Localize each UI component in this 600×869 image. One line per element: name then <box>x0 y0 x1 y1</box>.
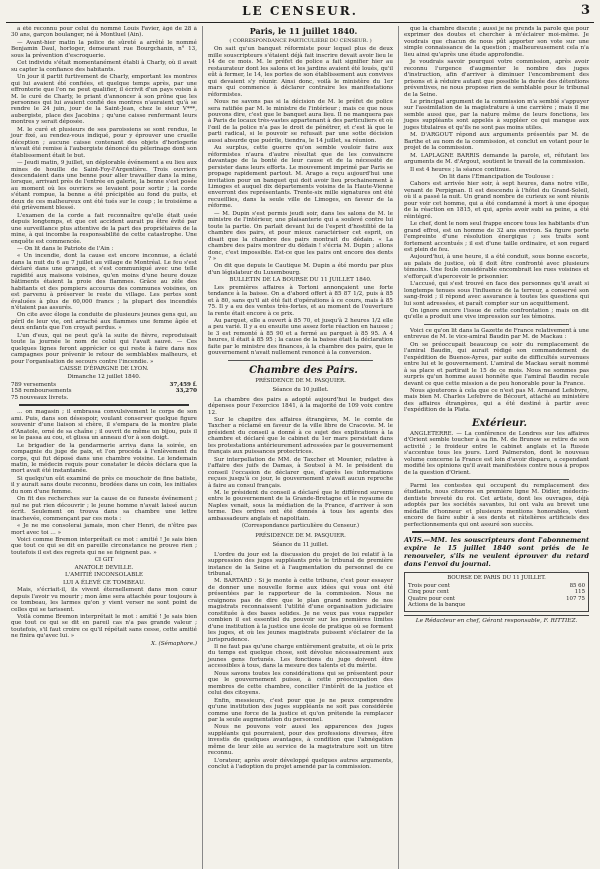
article-paragraph: L'orateur, après avoir développé quelques autres arguments, conclut à l'adoption du projet amendé par la commission. <box>208 757 393 771</box>
article-paragraph: M. D'ARGOUT répond aux arguments présentés par M. de Barthe et au nom de la commission, et conclut en votant pour le projet de la commission. <box>404 132 589 152</box>
article-paragraph: Nous savons toutes les considérations qui se présentent pour que le gouvernement puisse, à cette préoccupation des membres de cette chambre, concilier l'intérêt de la justice et celui des citoyens. <box>208 670 393 697</box>
article-paragraph: On dit que depuis le Cautique M. Dupin a été mordu par plus d'un législateur du Luxembourg. <box>208 263 393 276</box>
article-paragraph: Je voudrais savoir pourquoi votre commission, après avoir reconnu l'urgence d'augmenter le nombre des juges d'instruction, afin d'arriver à diminuer l'encombrement des prisons et à réduire autant que possible la durée des détentions préventives, ne nous propose rien de semblable pour le tribunal de la Seine. <box>404 59 589 98</box>
article-paragraph: ANGLETERRE. — La conférence de Londres sur les affaires d'Orient semble toucher à sa fin. M. de Brunow se retire de son activité ; le froideur entre le cabinet anglais et la Russie s'accentue tous les jours. Lord Palmerston, dont le nouveau volume concerne la France est loin d'avoir disparu, a cependant modifié les opinions qu'il avait manifestées contre nous à propos de la question d'Orient. <box>404 430 589 476</box>
article-paragraph: a été reconnu pour celui du nommé Louis Favier, âgé de 28 à 30 ans, garçon boulanger, né à Montluel (Ain). <box>11 26 197 39</box>
divider <box>424 479 569 480</box>
article-paragraph: — On lit dans le Patriote de l'Ain : <box>17 245 114 252</box>
feuilleton-paragraph: On fit des recherches sur la cause de ce funeste événement ; nul ne put rien découvrir ; le jeune homme n'avait laissé aucun écrit. Seulement on trouva dans sa chambre une lettre inachevée, commençant par ces mots : <box>11 496 197 522</box>
bourse-title: BOURSE DE PARIS DU 11 JUILLET. <box>447 575 546 582</box>
column-3 <box>398 26 594 869</box>
article-paragraph: L'un d'eux, qui ne peut qu'à la suite de fièvre, reproduisait toute la journée le nom de celui qui l'avait sauvé. — Ces quelques lignes feront apprécier ce qui reste à faire dans nos campagnes pour prévenir le retour de semblables malheurs, et pour l'organisation de secours contre l'incendie. » <box>11 332 197 365</box>
column-2 <box>202 26 398 869</box>
signature: X. (Sémaphore.) <box>151 640 197 647</box>
bourse-row: Actions de la banque <box>408 602 466 609</box>
article-paragraph: Au parquet, elle a ouvert à 85 70, et jusqu'à 2 heures 1/2 elle a peu varié. Il y a eu ensuite une assez forte réaction en hausse ; le 3 est remonté à 85 90 et a fermé au parquet à 85 95. A 4 heures, il était à 85 95 ; la cause de la baisse était la déclaration faite par le ministre des finances, à la chambre des pairs, que le gouvernement n'avait nullement renoncé à la conversion. <box>208 318 393 357</box>
article-paragraph: Il est 4 heures ; la séance continue. <box>410 166 511 173</box>
epitaph-line: LUI A ÉLEVÉ CE TOMBEAU. <box>62 579 146 586</box>
columns <box>6 26 594 869</box>
editor-signature: Le Rédacteur en chef, Gérant responsable, F. RITTIEZ. <box>404 615 589 624</box>
article-paragraph: M. le président du conseil a déclaré que le différend survenu entre le gouvernement de la Grande-Bretagne et le royaume de Naples venait, sous la médiation de la France, d'arriver à son terme. Des ordres ont été donnés à tous les agents des ambassadeurs anglais et napolitain. <box>208 490 393 522</box>
article-paragraph: Enfin, messieurs, c'est pour que je ne peux comprendre qu'une institution des juges suppléants ne soit pas considérée comme une force de la justice et qu'on prétende la remplacer par la seule augmentation du personnel. <box>208 697 393 723</box>
caisse-date: Dimanche 12 juillet 1840. <box>67 373 141 380</box>
bourse-table <box>404 572 589 611</box>
epitaph-line: L'AMITIÉ INCONSOLABLE <box>65 572 143 579</box>
session-date: Séance du 11 juillet. <box>272 542 329 549</box>
article-paragraph: Nous ajouterons à cela que ce n'est pas M. Armand Lefebvre, mais bien M. Charles Lefebvre de Bécourt, attaché au ministère des affaires étrangères, qui a été destiné à partir avec l'expédition de la Plata. <box>404 388 589 414</box>
feuilleton-paragraph: Le brigadier de la gendarmerie arriva dans la soirée, en compagnie du juge de paix, et l'on procéda à l'enlèvement du corps, qui fut déposé dans une chambre voisine. Le lendemain matin, le médecin requis pour constater le décès déclara que la mort avait été instantanée. <box>11 442 197 475</box>
stats-row: 158 remboursements 33,270 <box>11 388 197 395</box>
article-paragraph: Nous ne savons pas si la décision de M. le préfet de police sera ratifiée par M. le ministre de l'intérieur ; mais ce que nous pouvons dire, c'est que le banquet aura lieu. Il ne manquera pas à Paris de locaux très-vastes appartenant à des particuliers et où l'œil de la police n'a pas le droit de pénétrer, et c'est là que le parti radical, si le pouvoir se refusait par une sotte décision aussi absurde que puérile, tiendra, le 14 juillet, sa réunion. <box>208 99 393 144</box>
feuilleton-paragraph: « Je ne me consolerai jamais, mon cher Henri, de n'être pas mort avec toi … » <box>11 523 197 536</box>
news-paragraph: Cahors est arrivée hier soir, à sept heures, dans notre ville, venant de Perpignan. Il est descendu à l'hôtel du Grand-Soleil, où il a passé la nuit. Un grand nombre de curieux se sont réunis pour voir cet homme, qui a été condamné à mort à une époque de la réaction en 1815, et qui, après avoir subi sa peine, a été réintégré. <box>404 181 589 220</box>
article-paragraph: M. le curé et plusieurs de ses paroissiens se sont rendus, le jour fixé, au rendez-vous indiqué, pour y éprouver une cruelle déception ; aucune caisse contenant des objets d'horlogerie n'avait été remise à l'aubergiste dénoncé du pèlerinage dont son établissement était le but. <box>11 126 197 159</box>
article-paragraph: — Avant-hier matin la police de sûreté a arrêté le nommé Benjamin Daul, horloger, demeurant rue Bourgchanin, n° 13, sous la prévention d'escroquerie. <box>11 39 197 59</box>
presidency-line: PRÉSIDENCE DE M. PASQUIER. <box>255 377 346 384</box>
article-paragraph: Parmi les contestes qui occupent du remplacement des étudiants, nous citerons en première ligne M. Didier, médecin-dentiste breveté du roi. Cet artiste, dont les ouvrages, déjà adoptés par les sociétés savantes, lui ont valu au brevet une médaille d'honneur et plusieurs mentions honorables, vient encore de faire subir à ses dents et râtelières artificiels des perfectionnements qui ont assuré son succès. <box>404 483 589 528</box>
article-paragraph: Un jour il partit furtivement de Charly, emportant les montres qui lui avaient été confiées, et quelque temps après, par une effronterie que l'on ne peut qualifier, il écrivit d'un pays voisin à M. le curé de Charly, le priant d'annoncer à son prône que les personnes qui lui avaient confié des montres n'auraient qu'à se rendre le 24 juin, jour de la Saint-Jean, chez le sieur V***, aubergiste, place des Jacobins ; qu'une caisse renfermant leurs montres y serait déposée. <box>11 74 197 126</box>
divider <box>19 404 189 406</box>
article-paragraph: M. LAPLAGNE BARRIS demande la parole, et, réfutant les arguments de M. d'Argout, soutient le travail de la commission. <box>404 152 589 166</box>
bourse-row: Trois pour cent 85 60 <box>408 582 585 589</box>
article-paragraph: — M. Dupin s'est permis jeudi soir, dans les salons de M. le ministre de l'intérieur, une plaisanterie qui a soulevé contre lui toute la partie. On parlait devant lui de l'esprit d'hostilité de la chambre des pairs, et pour mieux caractériser cet esprit, on disait que la chambre des pairs montrait du dédain. « La chambre des pairs montrer du dédain ! s'écria M. Dupin ; allons donc, c'est impossible. Est-ce que les pairs ont encore des dents ? » <box>208 210 393 262</box>
news-heading: On lit dans l'Emancipation de Toulouse : <box>439 173 554 180</box>
epitaph-line: CI GIT <box>94 557 114 564</box>
news-paragraph: Le chef, dont le nom seul frappe encore tous les habitants d'un grand effroi, est un homme de 32 ans environ. Sa figure porte l'empreinte d'une résolution énergique ; ses traits sont fortement accentués ; il est d'une taille ordinaire, et son regard est plein de feu. <box>404 221 589 253</box>
feuilleton-paragraph: Voilà comme Bremon interprétait le mot : amitié ! Je sais bien que tout ce qui se dit en pareil cas n'a pas grande valeur ; toutefois, s'il faut croire ce qu'il répétait sans cesse, cette amitié ne finira qu'avec lui. » <box>11 613 197 640</box>
news-paragraph: Aujourd'hui, à une heure, il a été conduit, sous bonne escorte, au palais de justice, où il doit être confronté avec plusieurs témoins. Une foule considérable encombrait les rues voisines et s'efforçait d'apercevoir le prisonnier. <box>404 254 589 280</box>
stats-row: 75 nouveaux livrets. <box>11 394 69 401</box>
article-paragraph: La chambre des pairs a adopté aujourd'hui le budget des dépenses pour l'exercice 1841, à la majorité de 109 voix contre 12. <box>208 396 393 416</box>
news-paragraph: On ignore encore l'issue de cette confrontation ; mais on dit qu'elle a produit une vive impression sur les témoins. <box>404 308 589 321</box>
article-paragraph: que la chambre discute ; aussi je ne prends la parole que pour exprimer des doutes et chercher à m'éclairer moi-même. Je voudrais que chacun de nous pût apporter son vote sur une simple connaissance de la question ; malheureusement cela n'a lieu ainsi qu'après une étude approfondie. <box>404 26 589 58</box>
article-paragraph: Il ne faut pas qu'une charge entièrement gratuite, et où le prix du temps est quelque chose, soit dévolue nécessairement aux jeunes gens fortunés. Les fonctions du juge doivent être accessibles à tous, dans la mesure des talents et du mérite. <box>208 643 393 670</box>
divider <box>228 360 373 361</box>
correspondence-note: ( CORRESPONDANCE PARTICULIÈRE DU CENSEUR. ) <box>229 38 372 44</box>
newspaper-title: LE CENSEUR. <box>242 4 358 18</box>
section-title-paris: Paris, le 11 juillet 1840. <box>249 26 358 36</box>
bourse-row: Quatre pour cent 107 75 <box>408 595 585 602</box>
feuilleton-paragraph: Si quelqu'un eût examiné de près ce mouchoir de fine batiste, il y aurait sans doute reconnu, brodées dans un coin, les initiales du nom d'une femme. <box>11 475 197 495</box>
page-number: 3 <box>580 3 590 18</box>
masthead <box>6 0 594 23</box>
article-paragraph: — Jeudi matin, 9 juillet, un déplorable événement a eu lieu aux mines de houille de Saint-Foy-l'Argentière. Trois ouvriers descendaient dans une benne pour aller travailler dans la mine, lorsque, arrivant près de l'entrée en galerie, la benne s'est posée au moment où les ouvriers se levaient pour sortir ; la corde s'étant rompue, la benne a été précipitée au fond du puits, et deux de ces malheureux ont été tués sur le coup ; le troisième a été grièvement blessé. <box>11 160 197 212</box>
newspaper-page <box>6 0 594 869</box>
article-paragraph: Sur interpellation de MM. de Taxcher et Mounier, relative à l'affaire des juifs de Damas, à Soutsol à M. le président du conseil l'occasion de déclarer que, d'après les informations reçues jusqu'à ce jour, le gouvernement n'avait aucun reproche à faire au consul français. <box>208 456 393 489</box>
article-paragraph: Le principal argument de la commission m'a semblé s'appuyer sur l'assimilation de la magistrature à une carrière ; mais il me semble aussi que, par la nature même de leurs fonctions, les juges suppléants sont appelés à suppléer ce qui manque aux juges titulaires et qu'ils ne sont pas moins utiles. <box>404 98 589 131</box>
divider <box>424 324 569 325</box>
section-title-pairs: Chambre des Pairs. <box>249 364 358 376</box>
presidency-line: PRÉSIDENCE DE M. PASQUIER. <box>255 532 346 539</box>
bourse-bulletin-title: BULLETIN DE LA BOURSE DU 11 JUILLET 1840. <box>229 277 372 284</box>
subscriber-notice: AVIS.—MM. les souscripteurs dont l'abonnement expire le 15 juillet 1840 sont priés de le renouveler, s'ils ne veulent éprouver du retard dans l'envoi du journal. <box>404 536 589 568</box>
feuilleton-paragraph: Voici comme Bremon interprétait ce mot : amitié ! Je sais bien que tout ce qui se dit en pareille circonstance ne prouve rien ; toutefois il est des regrets qui ne se feignent pas. » <box>11 536 197 556</box>
article-paragraph: L'ordre du jour est la discussion du projet de loi relatif à la suppression des juges suppléants près le tribunal de première instance de la Seine et à l'augmentation du personnel de ce tribunal. <box>208 551 393 577</box>
bourse-row: Cinq pour cent 115 <box>408 589 585 596</box>
stats-row: 789 versements 37,459 f. <box>11 382 197 389</box>
feuilleton-paragraph: … on magasin ; il embrassa convulsivement le corps de son ami. Puis, dans son désespoir, voulant conserver quelque figure souvenir d'une liaison si chère, il s'empara de la montre plate d'Anatole, orné de sa chaîne ; il ouvrit de même un bijou, puis il se le passa au cou, et glissa un anneau d'or à son doigt. <box>11 409 197 442</box>
feuilleton-paragraph: Mais, s'écriait-il, ils vivent éternellement dans mon cœur depuis l'avoir vu mourir ; mon âme sera attachée pour toujours à ce tombeau, les larmes qu'on y vient verser ne sont point de celles qui se tarissent. <box>11 587 197 613</box>
article-paragraph: L'examen de la corde a fait reconnaître qu'elle était usée depuis longtemps, et que cet accident aurait pu être évité par une surveillance plus attentive de la part des propriétaires de la mine, à qui incombe la responsabilité de cette catastrophe. Une enquête est commencée. <box>11 212 197 245</box>
news-paragraph: L'accusé, qui s'est trouvé en face des personnes qu'il avait si longtemps tenues sous l'influence de la terreur, a conservé son sang-froid ; il répond avec assurance à toutes les questions qui lui sont adressées, et paraît compter sur un acquittement. <box>404 281 589 307</box>
correspondence-note: (Correspondance particulière du Censeur.) <box>241 523 360 530</box>
column-1 <box>6 26 202 869</box>
caisse-stats <box>11 382 197 401</box>
article-paragraph: On se préoccupait beaucoup ce soir du remplacement de l'amiral Baudin, qui aurait rédigé son commandement de l'expédition de Buenos-Ayres, par suite de difficultés survenues entre lui et le gouvernement. L'amiral de Mackau serait nommé à sa place et partirait le 15 de ce mois. Nous ne sommes pas surpris qu'un homme aussi honnête que l'amiral Baudin recule devant ce que cette mission a de peu honorable pour la France. <box>404 341 589 387</box>
session-date: Séance du 10 juillet. <box>272 387 329 394</box>
article-paragraph: Voici ce qu'on lit dans la Gazette de France relativement à une entrevue de M. le vice-amiral Baudin par M. de Mackau : <box>404 327 589 341</box>
article-paragraph: On sait qu'un banquet réformiste pour lequel plus de deux mille souscripteurs s'étaient déjà fait inscrire devait avoir lieu le 14 de ce mois. M. le préfet de police a fait signifier hier au restaurateur dont les salons et les jardins avaient été loués, qu'il eût à fermer, le 14, les portes de son établissement aux convives qui devaient s'y réunir. Ainsi donc, voilà le ministère du 1er mars qui commence à déclarer contraire les manifestations réformistes. <box>208 46 393 98</box>
article-paragraph: M. BARTARD : Si je monte à cette tribune, c'est pour essayer de donner une nouvelle forme aux idées qui vous ont été présentées par le rapporteur de la commission. Nous ne craignons pas de dire que le plan grand nombre de nos magistrats reconnaissent l'utilité d'une organisation judiciaire constituée à des bases solides. Je ne veux pas vous rappeler combien il est essentiel du pouvoir sur les premières limites d'une institution à la justice une école de pratique où se forment les juges, et où les jeunes magistrats puissent s'éclairer de la jurisprudence. <box>208 578 393 643</box>
article-paragraph: Nous ne pouvons voir aussi les apparences des juges suppléants qui pourraient, pour des professions diverses, être investis de quelques avantages, à condition que l'abnégation même de leur zèle au service de la magistrature soit un titre reconnu. <box>208 724 393 757</box>
article-paragraph: Sur le chapitre des affaires étrangères, M. le comte de Taxcher a réclamé en faveur de la ville libre de Cracovie. M. le président du conseil a donné à ce sujet des explications à la chambre et déclaré que le cabinet du 1er mars persistait dans les protestations antérieurement adressées par le gouvernement français aux puissances protectrices. <box>208 417 393 456</box>
caisse-title: CAISSE D'ÉPARGNE DE LYON. <box>59 366 149 373</box>
article-paragraph: On cite avec éloge la conduite de plusieurs jeunes gens qui, au péril de leur vie, ont arraché aux flammes une femme âgée et deux enfants que l'on croyait perdus. » <box>11 312 197 332</box>
section-title-exterieur: Extérieur. <box>471 417 528 429</box>
divider <box>412 531 581 533</box>
article-paragraph: Les premières affaires à Tortoni annonçaient une forte tendance à la baisse. On a d'abord offert à 85 87 1/2, puis à 85 et à 80, sans qu'il ait été fait d'opérations à ce cours, mais à 85 75. Il y a eu des ventes très-fortes, et au moment de l'ouverture la rente était encore à ce prix. <box>208 284 393 317</box>
article-paragraph: Au surplus, cette guerre qu'on semble vouloir faire aux réformistes n'aura d'autre résultat que de les convaincre davantage de la bonté de leur cause et de la nécessité de persister dans leurs efforts. Le mouvement imprimé par Paris se propage rapidement partout. M. Arago a reçu aujourd'hui une invitation pour un banquet qui doit avoir lieu prochainement à Limoges et auquel dix départements voisins de la Haute-Vienne enverront des représentants. Trente-six mille signatures ont été recueillies, dans la seule ville de Limoges, en faveur de la réforme. <box>208 145 393 210</box>
article-paragraph: Cet individu s'était momentanément établi à Charly, où il avait su capter la confiance des habitants. <box>11 60 197 73</box>
article-paragraph: « Un incendie, dont la cause est encore inconnue, a éclaté dans la nuit du 6 au 7 juillet au village de Montréal. Le feu s'est déclaré dans une grange, et s'est communiqué avec une telle rapidité aux maisons voisines, qu'en moins d'une heure douze bâtiments étaient la proie des flammes. Grâce au zèle des habitants et des pompiers accourus des communes voisines, on est parvenu à préserver le reste du village. Les pertes sont évaluées à plus de 60,000 francs ; la plupart des incendiés n'étaient pas assurés. <box>11 253 197 312</box>
epitaph-line: ANATOLE DEVILLE. <box>74 564 134 571</box>
